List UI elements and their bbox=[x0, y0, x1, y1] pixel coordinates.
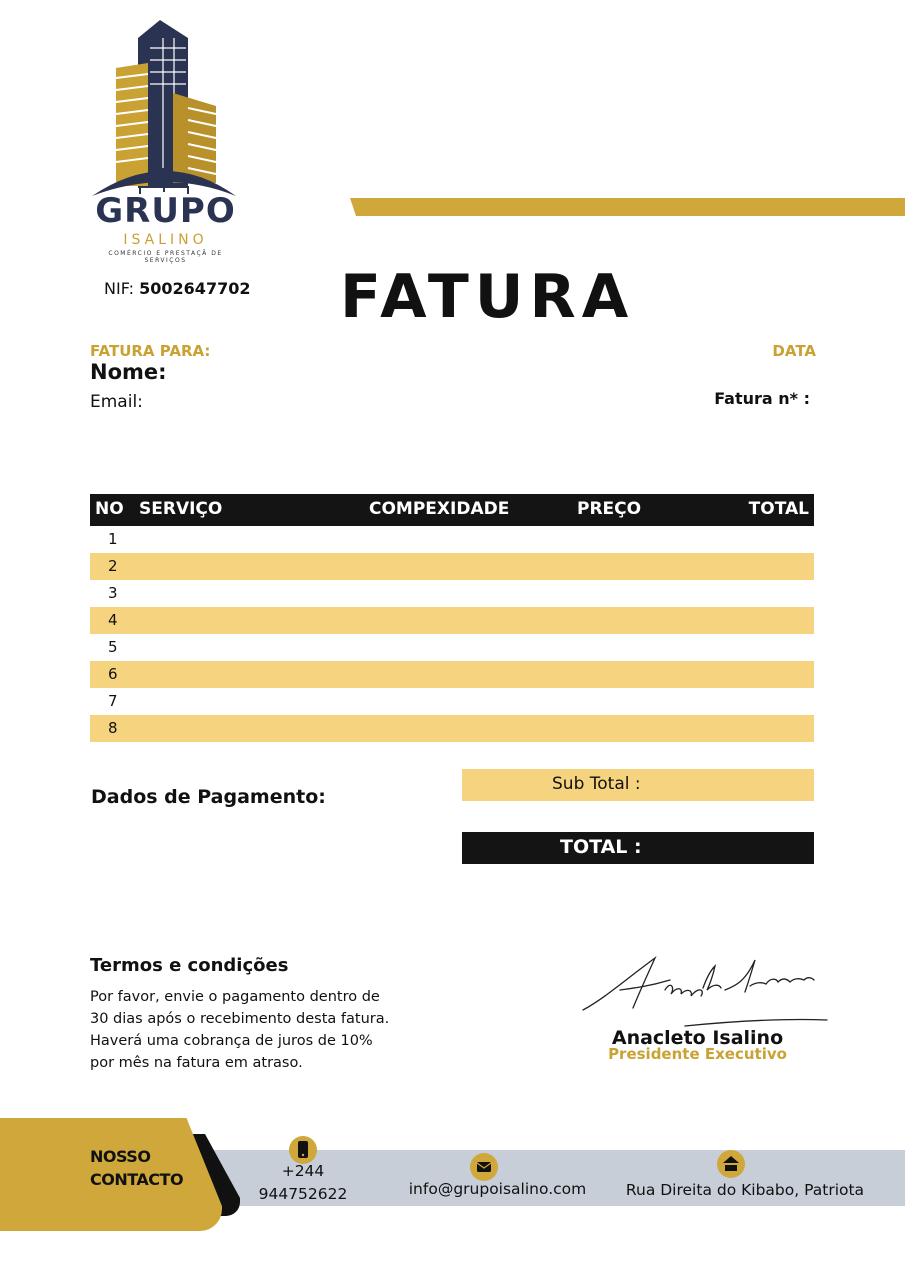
logo-wordmark: GRUPO bbox=[95, 191, 236, 231]
row-number: 3 bbox=[108, 584, 118, 602]
row-number: 1 bbox=[108, 530, 118, 548]
services-table bbox=[90, 494, 814, 742]
table-row bbox=[90, 607, 814, 634]
contact-email[interactable]: info@grupoisalino.com bbox=[408, 1180, 587, 1198]
subtotal-box bbox=[462, 769, 814, 801]
bill-to-label: FATURA PARA: bbox=[90, 342, 211, 360]
signatory-role: Presidente Executivo bbox=[608, 1045, 787, 1063]
document-title: FATURA bbox=[340, 262, 635, 332]
header-total: TOTAL bbox=[748, 499, 809, 519]
payment-details-title: Dados de Pagamento: bbox=[91, 786, 326, 808]
name-label: Nome: bbox=[90, 360, 167, 384]
total-label: TOTAL : bbox=[560, 836, 642, 858]
header-no: NO bbox=[95, 499, 124, 519]
invoice-number-label: Fatura n* : bbox=[714, 389, 810, 408]
date-label: DATA bbox=[772, 342, 816, 360]
row-number: 8 bbox=[108, 719, 118, 737]
total-box bbox=[462, 832, 814, 864]
signatory-name: Anacleto Isalino bbox=[611, 1027, 784, 1049]
header-service: SERVIÇO bbox=[139, 499, 223, 519]
row-number: 5 bbox=[108, 638, 118, 656]
contact-address: Rua Direita do Kibabo, Patriota bbox=[625, 1181, 865, 1199]
table-row bbox=[90, 580, 814, 607]
signature-icon bbox=[575, 950, 835, 1030]
table-row bbox=[90, 688, 814, 715]
home-icon bbox=[717, 1150, 745, 1178]
contact-label bbox=[90, 1145, 183, 1191]
nif-line bbox=[104, 279, 250, 298]
table-row bbox=[90, 526, 814, 553]
phone-number[interactable] bbox=[248, 1160, 358, 1206]
contact-label-line1: NOSSO bbox=[90, 1147, 151, 1166]
phone-line2: 944752622 bbox=[258, 1185, 348, 1203]
header-complexity: COMPEXIDADE bbox=[369, 499, 510, 519]
email-label: Email: bbox=[90, 392, 143, 412]
contact-label-line2: CONTACTO bbox=[90, 1170, 184, 1189]
row-number: 2 bbox=[108, 557, 118, 575]
table-row bbox=[90, 715, 814, 742]
table-row bbox=[90, 634, 814, 661]
mail-icon bbox=[470, 1153, 498, 1181]
table-row bbox=[90, 661, 814, 688]
nif-value: 5002647702 bbox=[139, 279, 251, 298]
row-number: 7 bbox=[108, 692, 118, 710]
table-row bbox=[90, 553, 814, 580]
nif-label: NIF: bbox=[104, 279, 135, 298]
row-number: 4 bbox=[108, 611, 118, 629]
terms-title: Termos e condições bbox=[90, 955, 289, 976]
header-price: PREÇO bbox=[577, 499, 642, 519]
header-accent-bar bbox=[350, 198, 905, 216]
row-number: 6 bbox=[108, 665, 118, 683]
logo-subtitle: ISALINO bbox=[123, 232, 208, 248]
phone-line1: +244 bbox=[281, 1162, 325, 1180]
table-header bbox=[90, 494, 814, 526]
subtotal-label: Sub Total : bbox=[552, 774, 641, 794]
logo-tagline: COMÉRCIO E PRESTAÇÃ DE SERVIÇOS bbox=[108, 250, 223, 264]
terms-text: Por favor, envie o pagamento dentro de 30 dias após o recebimento desta fatura. Haverá uma cobrança de juros de 10% por mês na fatura em atraso. bbox=[90, 989, 390, 1071]
